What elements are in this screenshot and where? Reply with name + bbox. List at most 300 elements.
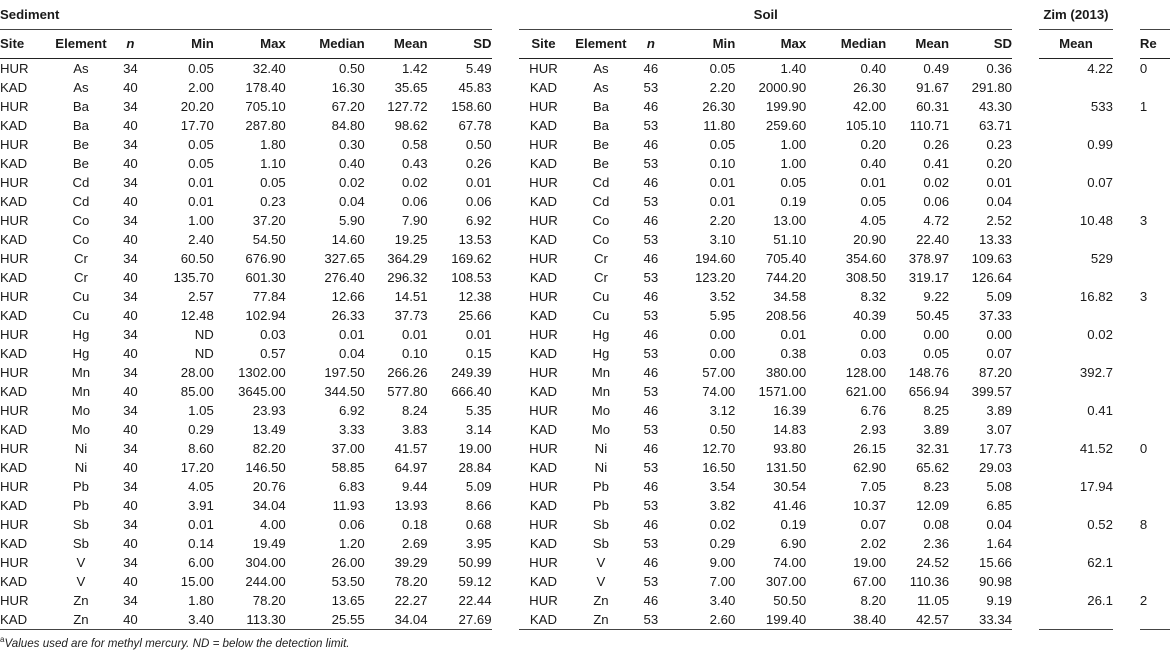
table-row [0, 116, 1170, 135]
sediment-site-cell: HUR [0, 555, 29, 570]
sediment-n-cell: 40 [123, 80, 138, 95]
sediment-mean-cell: 296.32 [387, 270, 428, 285]
sediment-site-cell: KAD [0, 384, 28, 399]
col-max: Max [214, 30, 286, 59]
spacer [1113, 344, 1140, 363]
soil-min-cell: 0.50 [709, 422, 736, 437]
sediment-sd-cell: 6.92 [465, 213, 492, 228]
sediment-median-cell: 5.90 [339, 213, 365, 228]
spacer [1113, 401, 1140, 420]
sediment-element-cell: Co [72, 232, 90, 247]
ref-cell [1140, 192, 1170, 211]
sediment-min-cell: 28.00 [180, 365, 214, 380]
spacer [1012, 572, 1039, 591]
sediment-mean-cell: 0.43 [401, 156, 428, 171]
spacer [1113, 135, 1140, 154]
soil-site-cell: KAD [529, 156, 558, 171]
spacer [492, 572, 520, 591]
sediment-max-cell: 82.20 [252, 441, 286, 456]
spacer [1113, 363, 1140, 382]
soil-element-cell: Ba [592, 118, 609, 133]
soil-site-cell: HUR [529, 555, 558, 570]
sediment-sd-cell: 5.35 [465, 403, 492, 418]
soil-site-cell: HUR [529, 441, 558, 456]
sediment-n-cell: 34 [123, 327, 138, 342]
soil-median-cell: 38.40 [806, 610, 886, 630]
spacer [492, 249, 520, 268]
spacer [1113, 268, 1140, 287]
soil-site-cell: HUR [529, 213, 558, 228]
spacer [1012, 78, 1039, 97]
soil-n-cell: 46 [643, 61, 659, 76]
zim-group-header: Zim (2013) [1039, 0, 1113, 30]
zim-mean-cell: 16.82 [1079, 289, 1113, 304]
soil-site-cell: HUR [529, 61, 558, 76]
soil-element-cell: Be [592, 137, 609, 152]
sediment-median-cell: 276.40 [324, 270, 365, 285]
table-row [0, 572, 1170, 591]
sediment-site-cell: HUR [0, 479, 29, 494]
soil-element-cell: Sb [592, 536, 609, 551]
sediment-sd-cell: 0.01 [465, 327, 492, 342]
sediment-n-cell: 40 [123, 118, 138, 133]
sediment-mean-cell: 127.72 [387, 99, 428, 114]
spacer [492, 325, 520, 344]
sediment-site-cell: KAD [0, 574, 28, 589]
soil-max-cell: 1571.00 [758, 384, 807, 399]
sediment-sd-cell: 45.83 [458, 80, 492, 95]
sediment-site-cell: HUR [0, 327, 29, 342]
soil-n-cell: 53 [643, 194, 659, 209]
soil-sd-cell: 13.33 [979, 232, 1013, 247]
sediment-n-cell: 40 [123, 574, 138, 589]
soil-site-cell: HUR [529, 593, 558, 608]
soil-min-cell: 7.00 [709, 574, 736, 589]
soil-max-cell: 13.00 [773, 213, 807, 228]
sediment-mean-cell: 0.06 [401, 194, 428, 209]
ref-cell [1140, 116, 1170, 135]
soil-n-cell: 46 [643, 441, 659, 456]
sediment-mean-cell: 64.97 [394, 460, 428, 475]
soil-median-cell: 354.60 [845, 251, 887, 266]
col-element: Element [48, 30, 114, 59]
ref-cell [1140, 135, 1170, 154]
soil-element-cell: Mo [591, 403, 611, 418]
sediment-n-cell: 40 [123, 346, 138, 361]
sediment-median-cell: 0.50 [339, 61, 365, 76]
spacer [1012, 154, 1039, 173]
spacer [1012, 401, 1039, 420]
ref-cell [1140, 401, 1170, 420]
soil-element-cell: Ni [594, 460, 608, 475]
sediment-min-cell: 0.05 [188, 156, 214, 171]
spacer [492, 420, 520, 439]
soil-sd-cell: 90.98 [979, 574, 1013, 589]
soil-site-cell: KAD [529, 194, 558, 209]
sediment-n-cell: 40 [123, 194, 138, 209]
soil-median-cell: 0.00 [860, 327, 887, 342]
zim-mean-cell [1039, 268, 1113, 287]
soil-min-cell: 0.00 [709, 346, 736, 361]
soil-mean-cell: 3.89 [923, 422, 950, 437]
sediment-n-cell: 34 [123, 289, 138, 304]
sediment-median-cell: 0.02 [339, 175, 365, 190]
sediment-median-cell: 1.20 [339, 536, 365, 551]
sediment-site-cell: KAD [0, 118, 28, 133]
spacer [492, 154, 520, 173]
sediment-min-cell: 20.20 [180, 99, 214, 114]
ref-cell [1140, 154, 1170, 173]
sediment-site-cell: HUR [0, 251, 29, 266]
soil-site-cell: HUR [529, 517, 558, 532]
table-row [0, 382, 1170, 401]
soil-n-cell: 53 [643, 270, 659, 285]
soil-mean-cell: 110.36 [909, 574, 950, 589]
spacer [1113, 382, 1140, 401]
soil-sd-cell: 0.00 [986, 327, 1013, 342]
soil-n-cell: 46 [643, 213, 659, 228]
soil-median-cell: 0.05 [860, 194, 887, 209]
sediment-mean-cell: 37.73 [394, 308, 428, 323]
soil-median-cell: 0.01 [860, 175, 887, 190]
sediment-site-cell: KAD [0, 270, 28, 285]
ref-cell [1140, 249, 1170, 268]
sediment-max-cell: 0.23 [260, 194, 286, 209]
sediment-median-cell: 0.01 [339, 327, 365, 342]
sediment-site-cell: HUR [0, 175, 29, 190]
soil-median-cell: 8.32 [860, 289, 887, 304]
spacer [1012, 230, 1039, 249]
sediment-site-cell: HUR [0, 213, 29, 228]
sediment-min-cell: 135.70 [173, 270, 214, 285]
spacer [1012, 477, 1039, 496]
col-ref: Re [1140, 30, 1170, 59]
soil-median-cell: 26.30 [853, 80, 887, 95]
col-site: Site [0, 30, 48, 59]
soil-site-cell: KAD [529, 346, 558, 361]
zim-mean-cell [1039, 420, 1113, 439]
sediment-sd-cell: 67.78 [458, 118, 492, 133]
soil-element-cell: Ni [594, 441, 608, 456]
table-row [0, 135, 1170, 154]
sediment-n-cell: 40 [114, 610, 147, 630]
spacer [492, 363, 520, 382]
soil-n-cell: 53 [643, 384, 659, 399]
ref-cell [1140, 477, 1170, 496]
soil-site-cell: HUR [529, 403, 558, 418]
soil-max-cell: 74.00 [773, 555, 807, 570]
soil-mean-cell: 148.76 [908, 365, 950, 380]
sediment-site-cell: HUR [0, 289, 29, 304]
soil-max-cell: 259.60 [765, 118, 807, 133]
spacer [492, 287, 520, 306]
soil-n-cell: 53 [643, 346, 659, 361]
soil-sd-cell: 3.07 [986, 422, 1013, 437]
soil-max-cell: 380.00 [765, 365, 807, 380]
spacer [1012, 496, 1039, 515]
soil-median-cell: 2.02 [860, 536, 887, 551]
soil-element-cell: Cd [592, 175, 610, 190]
sediment-max-cell: 34.04 [252, 498, 286, 513]
sediment-mean-cell: 41.57 [394, 441, 428, 456]
sediment-sd-cell: 27.69 [428, 610, 492, 630]
soil-max-cell: 208.56 [765, 308, 807, 323]
soil-median-cell: 8.20 [860, 593, 887, 608]
sediment-n-cell: 34 [123, 517, 138, 532]
soil-min-cell: 0.29 [709, 536, 736, 551]
soil-median-cell: 42.00 [853, 99, 887, 114]
sediment-n-cell: 34 [123, 593, 138, 608]
sediment-max-cell: 0.57 [260, 346, 286, 361]
spacer [1012, 458, 1039, 477]
soil-min-cell: 9.00 [709, 555, 736, 570]
ref-cell [1140, 363, 1170, 382]
spacer [492, 344, 520, 363]
sediment-max-cell: 77.84 [252, 289, 286, 304]
soil-n-cell: 46 [643, 403, 659, 418]
table-row [0, 363, 1170, 382]
sediment-max-cell: 32.40 [252, 61, 286, 76]
sediment-max-cell: 102.94 [245, 308, 286, 323]
soil-min-cell: 16.50 [702, 460, 736, 475]
soil-n-cell: 46 [643, 365, 659, 380]
soil-median-cell: 105.10 [845, 118, 887, 133]
soil-max-cell: 30.54 [773, 479, 807, 494]
soil-median-cell: 128.00 [845, 365, 887, 380]
soil-sd-cell: 0.20 [986, 156, 1013, 171]
table-row [0, 344, 1170, 363]
table-row [0, 59, 1170, 79]
spacer [1012, 97, 1039, 116]
spacer [1113, 572, 1140, 591]
soil-n-cell: 53 [643, 536, 659, 551]
zim-mean-cell: 4.22 [1087, 61, 1113, 76]
table-row [0, 306, 1170, 325]
soil-n-cell: 46 [643, 137, 659, 152]
soil-min-cell: 3.12 [709, 403, 736, 418]
sediment-max-cell: 4.00 [260, 517, 286, 532]
sediment-element-cell: Hg [72, 346, 90, 361]
soil-mean-cell: 4.72 [923, 213, 950, 228]
sediment-median-cell: 26.00 [331, 555, 365, 570]
table-row [0, 420, 1170, 439]
sediment-element-cell: Ni [74, 441, 88, 456]
spacer [1012, 173, 1039, 192]
soil-median-cell: 67.00 [853, 574, 887, 589]
ref-cell: 1 [1139, 99, 1148, 114]
sediment-min-cell: 3.40 [147, 610, 214, 630]
table-row [0, 230, 1170, 249]
soil-sd-cell: 291.80 [971, 80, 1013, 95]
table-row [0, 249, 1170, 268]
soil-min-cell: 2.20 [709, 213, 736, 228]
soil-median-cell: 308.50 [845, 270, 887, 285]
sediment-n-cell: 40 [123, 232, 138, 247]
col-soil-median: Median [806, 30, 886, 59]
sediment-mean-cell: 3.83 [401, 422, 428, 437]
soil-min-cell: 3.52 [709, 289, 736, 304]
sediment-element-cell: Cu [72, 289, 90, 304]
sediment-n-cell: 40 [123, 308, 138, 323]
sediment-element-cell: Sb [72, 517, 89, 532]
sediment-mean-cell: 39.29 [394, 555, 428, 570]
spacer [1012, 553, 1039, 572]
sediment-site-cell: HUR [0, 441, 29, 456]
sediment-element-cell: Cr [73, 270, 88, 285]
sediment-mean-cell: 19.25 [394, 232, 428, 247]
sediment-min-cell: 1.80 [188, 593, 214, 608]
sediment-mean-cell: 1.42 [401, 61, 428, 76]
sediment-n-cell: 40 [123, 384, 138, 399]
zim-mean-cell: 41.52 [1079, 441, 1113, 456]
table-row [0, 211, 1170, 230]
soil-mean-cell: 656.94 [908, 384, 950, 399]
sediment-max-cell: 19.49 [252, 536, 286, 551]
sediment-mean-cell: 2.69 [401, 536, 428, 551]
sediment-max-cell: 0.03 [260, 327, 286, 342]
sediment-median-cell: 327.65 [324, 251, 365, 266]
soil-sd-cell: 0.01 [986, 175, 1013, 190]
soil-max-cell: 41.46 [773, 498, 807, 513]
spacer [1012, 515, 1039, 534]
sediment-n-cell: 34 [123, 251, 138, 266]
sediment-n-cell: 34 [123, 403, 138, 418]
sediment-min-cell: 4.05 [188, 479, 214, 494]
spacer [1012, 534, 1039, 553]
table-row [0, 458, 1170, 477]
spacer [492, 401, 520, 420]
sediment-element-cell: Sb [72, 536, 89, 551]
spacer [1012, 192, 1039, 211]
soil-min-cell: 0.02 [709, 517, 736, 532]
spacer [492, 59, 520, 79]
sediment-mean-cell: 14.51 [394, 289, 428, 304]
sediment-sd-cell: 22.44 [458, 593, 492, 608]
spacer [492, 553, 520, 572]
soil-median-cell: 6.76 [860, 403, 887, 418]
table-row [0, 477, 1170, 496]
sediment-max-cell: 20.76 [252, 479, 286, 494]
sediment-min-cell: 0.01 [188, 517, 214, 532]
zim-mean-cell: 0.07 [1087, 175, 1113, 190]
soil-median-cell: 0.40 [860, 156, 887, 171]
soil-mean-cell: 0.49 [923, 61, 950, 76]
sediment-site-cell: HUR [0, 99, 29, 114]
sediment-max-cell: 1.10 [260, 156, 286, 171]
spacer [492, 135, 520, 154]
spacer [1113, 420, 1140, 439]
sediment-site-cell: KAD [0, 610, 48, 630]
sediment-mean-cell: 9.44 [401, 479, 428, 494]
spacer [1012, 610, 1039, 630]
zim-mean-cell: 392.7 [1079, 365, 1113, 380]
soil-site-cell: KAD [529, 498, 558, 513]
sediment-max-cell: 244.00 [245, 574, 286, 589]
sediment-n-cell: 34 [123, 175, 138, 190]
spacer [1012, 591, 1039, 610]
spacer [1113, 477, 1140, 496]
sediment-min-cell: 8.60 [188, 441, 214, 456]
spacer [1113, 610, 1140, 630]
soil-max-cell: 0.01 [780, 327, 807, 342]
zim-mean-cell: 533 [1090, 99, 1113, 114]
col-soil-mean: Mean [886, 30, 949, 59]
soil-median-cell: 7.05 [860, 479, 887, 494]
soil-sd-cell: 0.23 [986, 137, 1013, 152]
sediment-n-cell: 40 [123, 270, 138, 285]
sediment-element-cell: Ba [72, 99, 89, 114]
soil-mean-cell: 50.45 [916, 308, 950, 323]
sediment-min-cell: 85.00 [180, 384, 214, 399]
sediment-min-cell: 0.01 [188, 175, 214, 190]
soil-sd-cell: 3.89 [986, 403, 1013, 418]
sediment-sd-cell: 0.15 [465, 346, 492, 361]
footnote [0, 637, 350, 650]
soil-mean-cell: 22.40 [916, 232, 950, 247]
spacer [1113, 230, 1140, 249]
soil-element-cell: Co [592, 232, 610, 247]
spacer [1113, 306, 1140, 325]
soil-mean-cell: 8.23 [923, 479, 950, 494]
sediment-median-cell: 0.30 [339, 137, 365, 152]
soil-max-cell: 50.50 [773, 593, 807, 608]
ref-cell [1140, 382, 1170, 401]
sediment-mean-cell: 34.04 [365, 610, 428, 630]
zim-mean-cell: 0.99 [1087, 137, 1113, 152]
zim-mean-cell [1039, 344, 1113, 363]
soil-min-cell: 0.05 [709, 137, 736, 152]
soil-mean-cell: 0.05 [923, 346, 950, 361]
ref-cell: 3 [1139, 213, 1148, 228]
sediment-min-cell: 60.50 [180, 251, 214, 266]
soil-sd-cell: 9.19 [986, 593, 1013, 608]
sediment-sd-cell: 25.66 [458, 308, 492, 323]
soil-site-cell: KAD [519, 610, 567, 630]
sediment-element-cell: Mn [71, 365, 91, 380]
soil-median-cell: 621.00 [845, 384, 887, 399]
soil-n-cell: 46 [643, 251, 659, 266]
soil-n-cell: 53 [643, 232, 659, 247]
soil-site-cell: KAD [529, 270, 558, 285]
table-row [0, 287, 1170, 306]
sediment-element-cell: Mo [71, 422, 91, 437]
table-row [0, 591, 1170, 610]
sediment-mean-cell: 35.65 [394, 80, 428, 95]
spacer [492, 496, 520, 515]
sediment-element-cell: Ba [72, 118, 89, 133]
soil-element-cell: Cu [592, 308, 610, 323]
spacer [492, 192, 520, 211]
footnote-text: Values used are for methyl mercury. ND = below the detection limit. [4, 637, 350, 650]
spacer [1012, 116, 1039, 135]
soil-max-cell: 93.80 [773, 441, 807, 456]
ref-cell [1140, 325, 1170, 344]
sediment-sd-cell: 0.26 [465, 156, 492, 171]
sediment-median-cell: 53.50 [331, 574, 365, 589]
table-row [0, 268, 1170, 287]
soil-median-cell: 0.07 [860, 517, 887, 532]
sediment-mean-cell: 577.80 [387, 384, 428, 399]
soil-min-cell: 123.20 [694, 270, 736, 285]
soil-max-cell: 1.00 [780, 156, 807, 171]
soil-min-cell: 194.60 [694, 251, 736, 266]
table-row [0, 553, 1170, 572]
soil-n-cell: 53 [643, 422, 659, 437]
soil-sd-cell: 5.08 [986, 479, 1013, 494]
zim-mean-cell [1039, 192, 1113, 211]
sediment-site-cell: KAD [0, 536, 28, 551]
soil-site-cell: HUR [529, 251, 558, 266]
